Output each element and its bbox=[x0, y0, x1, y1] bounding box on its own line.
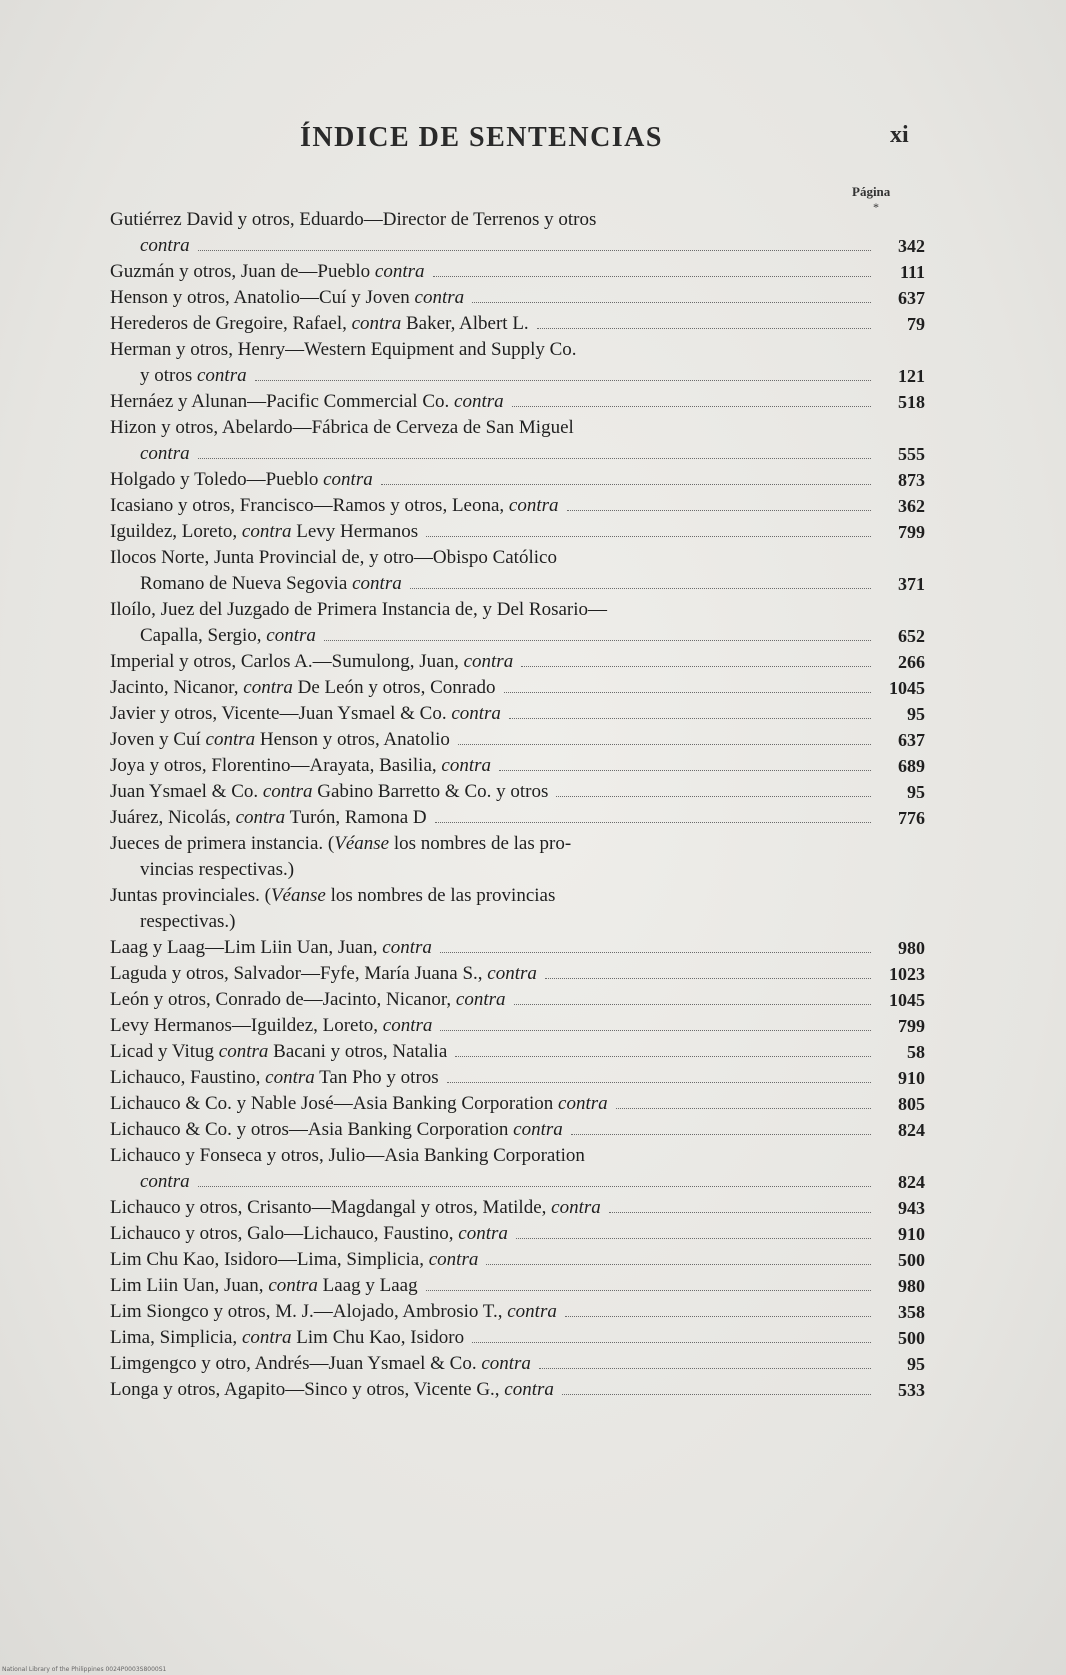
index-entry-page: 980 bbox=[898, 938, 925, 958]
dot-leader bbox=[521, 666, 871, 667]
index-entry-page: 637 bbox=[898, 730, 925, 750]
dot-leader bbox=[514, 1004, 871, 1005]
index-entry bbox=[110, 1091, 925, 1117]
dot-leader bbox=[440, 952, 871, 953]
index-entry-line bbox=[110, 831, 920, 857]
index-entry-text: Iloílo, Juez del Juzgado de Primera Instancia de, y Del Rosario— bbox=[110, 599, 608, 620]
index-entry-line bbox=[110, 1299, 925, 1325]
index-entry-line bbox=[110, 389, 925, 415]
index-entry-page: 266 bbox=[898, 652, 925, 672]
index-entry bbox=[110, 467, 925, 493]
index-entry bbox=[110, 1325, 925, 1351]
dot-leader bbox=[458, 744, 871, 745]
index-entry bbox=[110, 389, 925, 415]
index-entry-line bbox=[110, 311, 925, 337]
index-entry-text: Laag y Laag—Lim Liin Uan, Juan, contra bbox=[110, 937, 432, 958]
index-entry-text: Joven y Cuí contra Henson y otros, Anatolio bbox=[110, 729, 450, 750]
index-entry-text: Herman y otros, Henry—Western Equipment and Supply Co. bbox=[110, 339, 577, 360]
index-entry bbox=[110, 1273, 925, 1299]
index-entry bbox=[110, 1377, 925, 1403]
index-entry-text: Lichauco, Faustino, contra Tan Pho y otros bbox=[110, 1067, 439, 1088]
index-entry-line bbox=[110, 285, 925, 311]
index-entry bbox=[110, 1351, 925, 1377]
index-entry bbox=[110, 1143, 925, 1195]
index-entry-text: y otros contra bbox=[140, 365, 247, 386]
index-entry-text: contra bbox=[140, 1171, 190, 1192]
index-entry bbox=[110, 805, 925, 831]
index-entry-line bbox=[110, 519, 925, 545]
dot-leader bbox=[435, 822, 871, 823]
dot-leader bbox=[539, 1368, 871, 1369]
index-entry-page: 1045 bbox=[889, 990, 925, 1010]
page-column-header: Página bbox=[852, 184, 891, 199]
index-entry-text: Juan Ysmael & Co. contra Gabino Barretto & Co. y otros bbox=[110, 781, 549, 802]
dot-leader bbox=[616, 1108, 871, 1109]
index-entry-page: 121 bbox=[898, 366, 925, 386]
index-entry bbox=[110, 883, 920, 935]
index-entry-line bbox=[110, 1351, 925, 1377]
index-entry-text: Icasiano y otros, Francisco—Ramos y otros, Leona, contra bbox=[110, 495, 559, 516]
index-entry-text: Henson y otros, Anatolio—Cuí y Joven contra bbox=[110, 287, 465, 308]
index-entry-text: Guzmán y otros, Juan de—Pueblo contra bbox=[110, 261, 425, 282]
index-entry-text: Imperial y otros, Carlos A.—Sumulong, Juan, contra bbox=[110, 651, 514, 672]
index-entry-page: 95 bbox=[907, 782, 925, 802]
index-entry bbox=[110, 597, 925, 649]
dot-leader bbox=[198, 1186, 871, 1187]
index-entry-text: Lim Chu Kao, Isidoro—Lima, Simplicia, contra bbox=[110, 1249, 479, 1270]
index-entry-text: Javier y otros, Vicente—Juan Ysmael & Co. contra bbox=[110, 703, 501, 724]
index-entry-text: Jueces de primera instancia. (Véanse los nombres de las pro- bbox=[110, 833, 572, 854]
dot-leader bbox=[556, 796, 871, 797]
index-entry-page: 95 bbox=[907, 704, 925, 724]
index-entry-line bbox=[110, 441, 925, 467]
index-entry-line bbox=[110, 1117, 925, 1143]
index-entry-page: 873 bbox=[898, 470, 925, 490]
index-entry-line bbox=[110, 1091, 925, 1117]
index-entry-line bbox=[110, 545, 920, 571]
index-entry-line bbox=[110, 1013, 925, 1039]
dot-leader bbox=[567, 510, 871, 511]
case-index bbox=[110, 207, 925, 1403]
index-entry bbox=[110, 259, 925, 285]
index-entry bbox=[110, 545, 925, 597]
dot-leader bbox=[509, 718, 871, 719]
index-entry-line bbox=[110, 1247, 925, 1273]
index-entry-line bbox=[110, 259, 925, 285]
index-entry-line bbox=[110, 207, 920, 233]
index-entry-page: 500 bbox=[898, 1250, 925, 1270]
index-entry-page: 362 bbox=[898, 496, 925, 516]
dot-leader bbox=[504, 692, 871, 693]
page-column-mark: * bbox=[873, 200, 879, 214]
index-entry bbox=[110, 1221, 925, 1247]
dot-leader bbox=[440, 1030, 871, 1031]
index-entry-page: 799 bbox=[898, 522, 925, 542]
index-entry bbox=[110, 493, 925, 519]
page-header bbox=[0, 122, 1066, 162]
index-entry bbox=[110, 779, 925, 805]
dot-leader bbox=[562, 1394, 871, 1395]
index-entry-page: 689 bbox=[898, 756, 925, 776]
index-entry-text: Licad y Vitug contra Bacani y otros, Natalia bbox=[110, 1041, 448, 1062]
index-entry-text: León y otros, Conrado de—Jacinto, Nicanor, contra bbox=[110, 989, 506, 1010]
index-entry-page: 58 bbox=[907, 1042, 925, 1062]
index-entry-line bbox=[110, 337, 920, 363]
index-entry-text: respectivas.) bbox=[140, 911, 236, 932]
index-entry bbox=[110, 753, 925, 779]
index-entry-page: 805 bbox=[898, 1094, 925, 1114]
index-entry-page: 980 bbox=[898, 1276, 925, 1296]
dot-leader bbox=[426, 1290, 871, 1291]
index-entry-page: 79 bbox=[907, 314, 925, 334]
dot-leader bbox=[426, 536, 871, 537]
index-entry-page: 371 bbox=[898, 574, 925, 594]
index-entry bbox=[110, 207, 925, 259]
dot-leader bbox=[324, 640, 871, 641]
index-entry-page: 943 bbox=[898, 1198, 925, 1218]
dot-leader bbox=[609, 1212, 871, 1213]
index-entry-text: Hizon y otros, Abelardo—Fábrica de Cerveza de San Miguel bbox=[110, 417, 574, 438]
index-entry-page: 111 bbox=[899, 262, 925, 282]
index-entry bbox=[110, 1039, 925, 1065]
index-entry bbox=[110, 1247, 925, 1273]
dot-leader bbox=[516, 1238, 871, 1239]
index-entry-page: 95 bbox=[907, 1354, 925, 1374]
index-entry-line bbox=[110, 675, 925, 701]
index-entry-text: Joya y otros, Florentino—Arayata, Basilia, contra bbox=[110, 755, 491, 776]
index-entry bbox=[110, 1299, 925, 1325]
index-entry-text: Lichauco y Fonseca y otros, Julio—Asia Banking Corporation bbox=[110, 1145, 585, 1166]
index-entry-text: Lima, Simplicia, contra Lim Chu Kao, Isidoro bbox=[110, 1327, 465, 1348]
dot-leader bbox=[472, 302, 871, 303]
dot-leader bbox=[571, 1134, 871, 1135]
index-entry-page: 652 bbox=[898, 626, 925, 646]
index-entry-line bbox=[110, 1325, 925, 1351]
dot-leader bbox=[537, 328, 871, 329]
index-entry bbox=[110, 1065, 925, 1091]
index-entry-line bbox=[110, 363, 925, 389]
index-entry-line bbox=[110, 883, 920, 909]
index-entry bbox=[110, 415, 925, 467]
index-entry-text: Hernáez y Alunan—Pacific Commercial Co. contra bbox=[110, 391, 504, 412]
index-entry-text: Capalla, Sergio, contra bbox=[140, 625, 316, 646]
index-entry-text: Juárez, Nicolás, contra Turón, Ramona D bbox=[110, 807, 427, 828]
dot-leader bbox=[486, 1264, 871, 1265]
dot-leader bbox=[410, 588, 871, 589]
index-entry-page: 824 bbox=[898, 1172, 925, 1192]
index-entry-line bbox=[110, 1169, 925, 1195]
dot-leader bbox=[381, 484, 871, 485]
index-entry-text: Herederos de Gregoire, Rafael, contra Baker, Albert L. bbox=[110, 313, 529, 334]
index-entry-text: Romano de Nueva Segovia contra bbox=[140, 573, 402, 594]
index-entry bbox=[110, 1013, 925, 1039]
index-entry-text: contra bbox=[140, 235, 190, 256]
index-entry-text: Iguildez, Loreto, contra Levy Hermanos bbox=[110, 521, 419, 542]
dot-leader bbox=[472, 1342, 871, 1343]
index-entry bbox=[110, 727, 925, 753]
index-entry bbox=[110, 675, 925, 701]
index-entry bbox=[110, 649, 925, 675]
index-entry-page: 500 bbox=[898, 1328, 925, 1348]
index-entry-text: Lichauco y otros, Crisanto—Magdangal y otros, Matilde, contra bbox=[110, 1197, 601, 1218]
index-entry-line bbox=[110, 1195, 925, 1221]
index-entry-text: vincias respectivas.) bbox=[140, 859, 295, 880]
index-entry-page: 910 bbox=[898, 1224, 925, 1244]
index-entry-page: 518 bbox=[898, 392, 925, 412]
index-entry-line bbox=[110, 597, 920, 623]
index-entry-line bbox=[110, 1143, 920, 1169]
dot-leader bbox=[565, 1316, 871, 1317]
index-entry bbox=[110, 987, 925, 1013]
index-entry-line bbox=[110, 909, 920, 935]
index-entry bbox=[110, 831, 920, 883]
page-number: xi bbox=[890, 122, 909, 148]
index-entry-line bbox=[110, 233, 925, 259]
index-entry-page: 358 bbox=[898, 1302, 925, 1322]
index-entry-page: 910 bbox=[898, 1068, 925, 1088]
dot-leader bbox=[198, 250, 871, 251]
index-entry-text: Jacinto, Nicanor, contra De León y otros, Conrado bbox=[110, 677, 496, 698]
index-entry-page: 637 bbox=[898, 288, 925, 308]
index-entry-line bbox=[110, 987, 925, 1013]
index-entry bbox=[110, 1195, 925, 1221]
index-entry-page: 1045 bbox=[889, 678, 925, 698]
index-entry-line bbox=[110, 1039, 925, 1065]
index-entry-text: Lim Liin Uan, Juan, contra Laag y Laag bbox=[110, 1275, 418, 1296]
index-entry-line bbox=[110, 1377, 925, 1403]
dot-leader bbox=[198, 458, 871, 459]
dot-leader bbox=[433, 276, 871, 277]
index-entry-page: 824 bbox=[898, 1120, 925, 1140]
dot-leader bbox=[455, 1056, 871, 1057]
index-entry-text: Limgengco y otro, Andrés—Juan Ysmael & Co. contra bbox=[110, 1353, 531, 1374]
index-entry-line bbox=[110, 1065, 925, 1091]
index-entry-page: 776 bbox=[898, 808, 925, 828]
index-entry-text: Holgado y Toledo—Pueblo contra bbox=[110, 469, 373, 490]
dot-leader bbox=[447, 1082, 871, 1083]
index-entry-text: Lichauco & Co. y otros—Asia Banking Corporation contra bbox=[110, 1119, 563, 1140]
index-entry-line bbox=[110, 753, 925, 779]
index-entry-text: Juntas provinciales. (Véanse los nombres de las provincias bbox=[110, 885, 556, 906]
index-entry-line bbox=[110, 623, 925, 649]
index-entry-line bbox=[110, 1221, 925, 1247]
index-entry-text: Laguda y otros, Salvador—Fyfe, María Juana S., contra bbox=[110, 963, 537, 984]
dot-leader bbox=[512, 406, 871, 407]
index-entry-line bbox=[110, 571, 925, 597]
index-entry-line bbox=[110, 779, 925, 805]
footer-credit: National Library of the Philippines 0024P0003S8000S1 bbox=[2, 1666, 167, 1673]
index-entry-text: Lichauco & Co. y Nable José—Asia Banking Corporation contra bbox=[110, 1093, 608, 1114]
index-entry bbox=[110, 701, 925, 727]
index-entry bbox=[110, 935, 925, 961]
index-entry-page: 1023 bbox=[889, 964, 925, 984]
index-entry-text: contra bbox=[140, 443, 190, 464]
index-entry-line bbox=[110, 1273, 925, 1299]
index-entry-text: Gutiérrez David y otros, Eduardo—Director de Terrenos y otros bbox=[110, 209, 597, 230]
index-entry bbox=[110, 285, 925, 311]
index-entry bbox=[110, 311, 925, 337]
index-entry bbox=[110, 961, 925, 987]
index-entry-text: Lichauco y otros, Galo—Lichauco, Faustino, contra bbox=[110, 1223, 508, 1244]
index-entry-line bbox=[110, 467, 925, 493]
index-entry-page: 555 bbox=[898, 444, 925, 464]
index-entry-text: Longa y otros, Agapito—Sinco y otros, Vicente G., contra bbox=[110, 1379, 554, 1400]
index-entry-line bbox=[110, 649, 925, 675]
index-entry-page: 342 bbox=[898, 236, 925, 256]
index-entry-line bbox=[110, 701, 925, 727]
dot-leader bbox=[255, 380, 871, 381]
index-entry-text: Lim Siongco y otros, M. J.—Alojado, Ambrosio T., contra bbox=[110, 1301, 557, 1322]
dot-leader bbox=[545, 978, 871, 979]
index-entry-line bbox=[110, 961, 925, 987]
dot-leader bbox=[499, 770, 871, 771]
index-entry bbox=[110, 1117, 925, 1143]
index-entry-line bbox=[110, 935, 925, 961]
index-entry-line bbox=[110, 493, 925, 519]
index-entry-line bbox=[110, 857, 920, 883]
index-entry-text: Ilocos Norte, Junta Provincial de, y otro—Obispo Católico bbox=[110, 547, 557, 568]
index-entry-page: 533 bbox=[898, 1380, 925, 1400]
index-entry-line bbox=[110, 805, 925, 831]
index-entry-page: 799 bbox=[898, 1016, 925, 1036]
page-title: ÍNDICE DE SENTENCIAS bbox=[300, 122, 663, 153]
index-entry-line bbox=[110, 415, 920, 441]
index-entry-line bbox=[110, 727, 925, 753]
index-entry bbox=[110, 337, 925, 389]
index-entry bbox=[110, 519, 925, 545]
index-entry-text: Levy Hermanos—Iguildez, Loreto, contra bbox=[110, 1015, 433, 1036]
